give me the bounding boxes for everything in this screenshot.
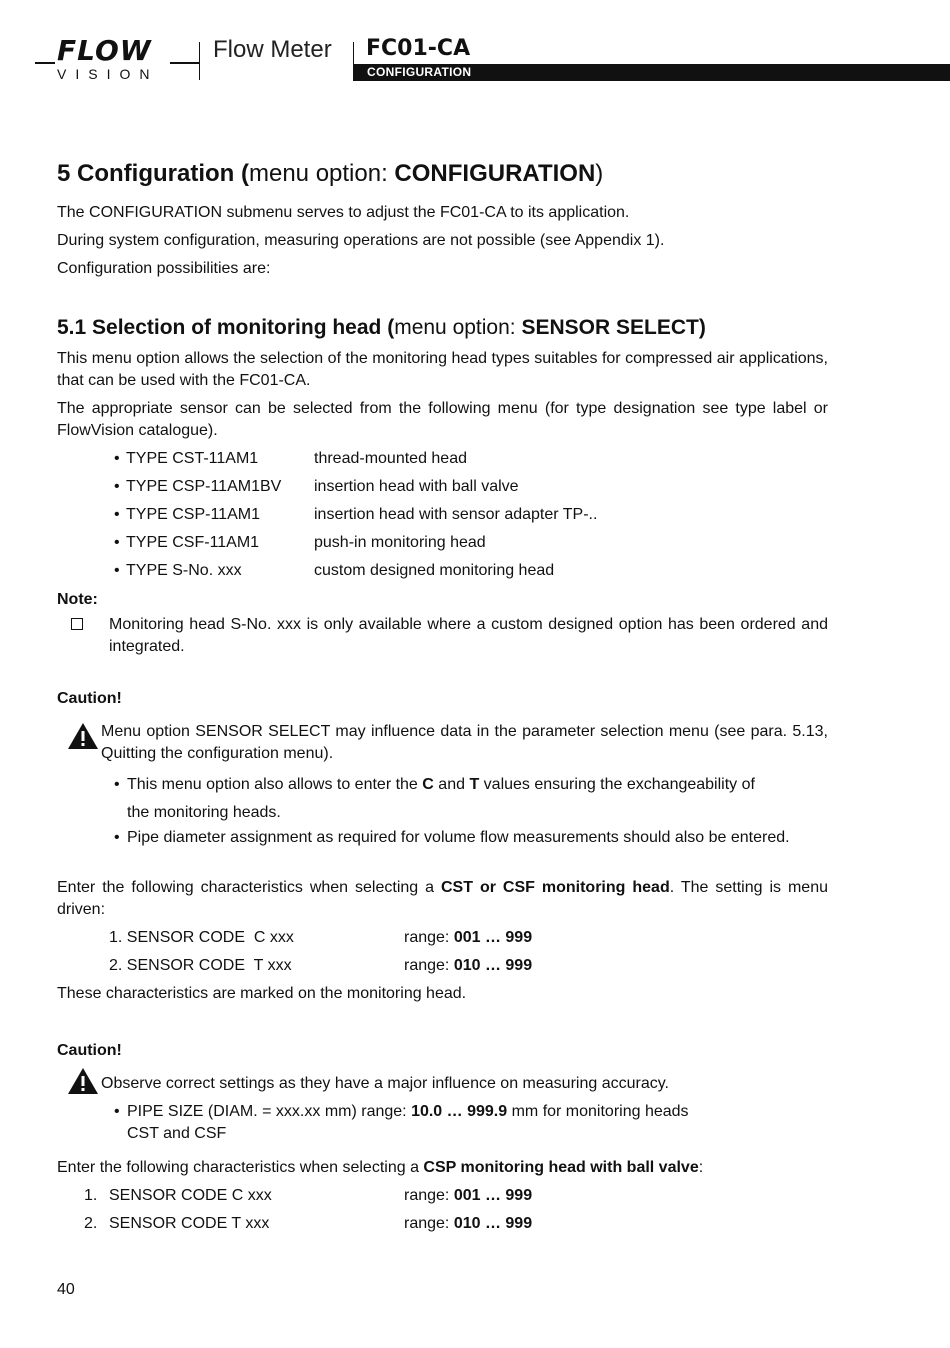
section-5-para-3: Configuration possibilities are: — [57, 260, 271, 277]
header-section-band — [353, 64, 950, 81]
cst-code-row: 1. SENSOR CODE C xxx range: 001 … 999 — [109, 929, 533, 946]
csp-code-row: 2. SENSOR CODE T xxx range: 010 … 999 — [84, 1215, 533, 1232]
note-label: Note: — [57, 591, 98, 608]
note-text: Monitoring head S-No. xxx is only available where a custom designed option has been ordered and integrated. — [109, 616, 828, 655]
caution-1-bullet-2: • Pipe diameter assignment as required for volume flow measurements should also be entered. — [114, 829, 790, 846]
section-5-1-heading: 5.1 Selection of monitoring head (menu option: SENSOR SELECT) — [57, 316, 706, 339]
header-section-tag: CONFIGURATION — [367, 65, 472, 79]
section-5-para-1: The CONFIGURATION submenu serves to adjust the FC01-CA to its application. — [57, 204, 630, 221]
caution-1-bullet-1: • This menu option also allows to enter the C and T values ensuring the exchangeability of the monitoring heads. — [114, 776, 755, 821]
header-rule-left — [35, 62, 55, 64]
warning-triangle-icon — [67, 722, 99, 750]
section-5-1-para-1: This menu option allows the selection of the monitoring head types suitables for compressed air applications, that can be used with the FC01-CA. — [57, 350, 828, 389]
caution-2-label: Caution! — [57, 1042, 122, 1059]
brand-logo: FLOW — [57, 34, 152, 67]
caution-1-label: Caution! — [57, 690, 122, 707]
header-divider-2 — [353, 42, 354, 64]
section-5-heading: 5 Configuration (menu option: CONFIGURATION) — [57, 160, 604, 187]
cst-intro: Enter the following characteristics when selecting a CST or CSF monitoring head. The setting is menu driven: — [57, 879, 828, 918]
csp-code-row: 1. SENSOR CODE C xxx range: 001 … 999 — [84, 1187, 533, 1204]
warning-triangle-icon — [67, 1067, 99, 1095]
section-5-1-para-2: The appropriate sensor can be selected from the following menu (for type designation see type label or FlowVision catalogue). — [57, 400, 828, 439]
header-rule-mid — [170, 62, 200, 64]
caution-2-text: Observe correct settings as they have a major influence on measuring accuracy. — [101, 1075, 669, 1092]
section-5-para-2: During system configuration, measuring operations are not possible (see Appendix 1). — [57, 232, 665, 249]
page-number: 40 — [57, 1281, 75, 1298]
cst-after: These characteristics are marked on the monitoring head. — [57, 985, 467, 1002]
header-divider-1 — [199, 42, 200, 80]
header-product-line: Flow Meter — [213, 36, 332, 63]
cst-code-row: 2. SENSOR CODE T xxx range: 010 … 999 — [109, 957, 533, 974]
csp-intro: Enter the following characteristics when selecting a CSP monitoring head with ball valve: — [57, 1159, 704, 1176]
header-model: FC01-CA — [366, 36, 471, 61]
caution-1-text: Menu option SENSOR SELECT may influence data in the parameter selection menu (see para. 5.13, Quitting the configuration menu). — [101, 723, 828, 762]
checkbox-square-icon — [71, 618, 83, 630]
brand-logo-subtext: VISION — [57, 66, 159, 82]
pipe-size-bullet: • PIPE SIZE (DIAM. = xxx.xx mm) range: 10.0 … 999.9 mm for monitoring heads CST and CSF — [114, 1103, 689, 1142]
